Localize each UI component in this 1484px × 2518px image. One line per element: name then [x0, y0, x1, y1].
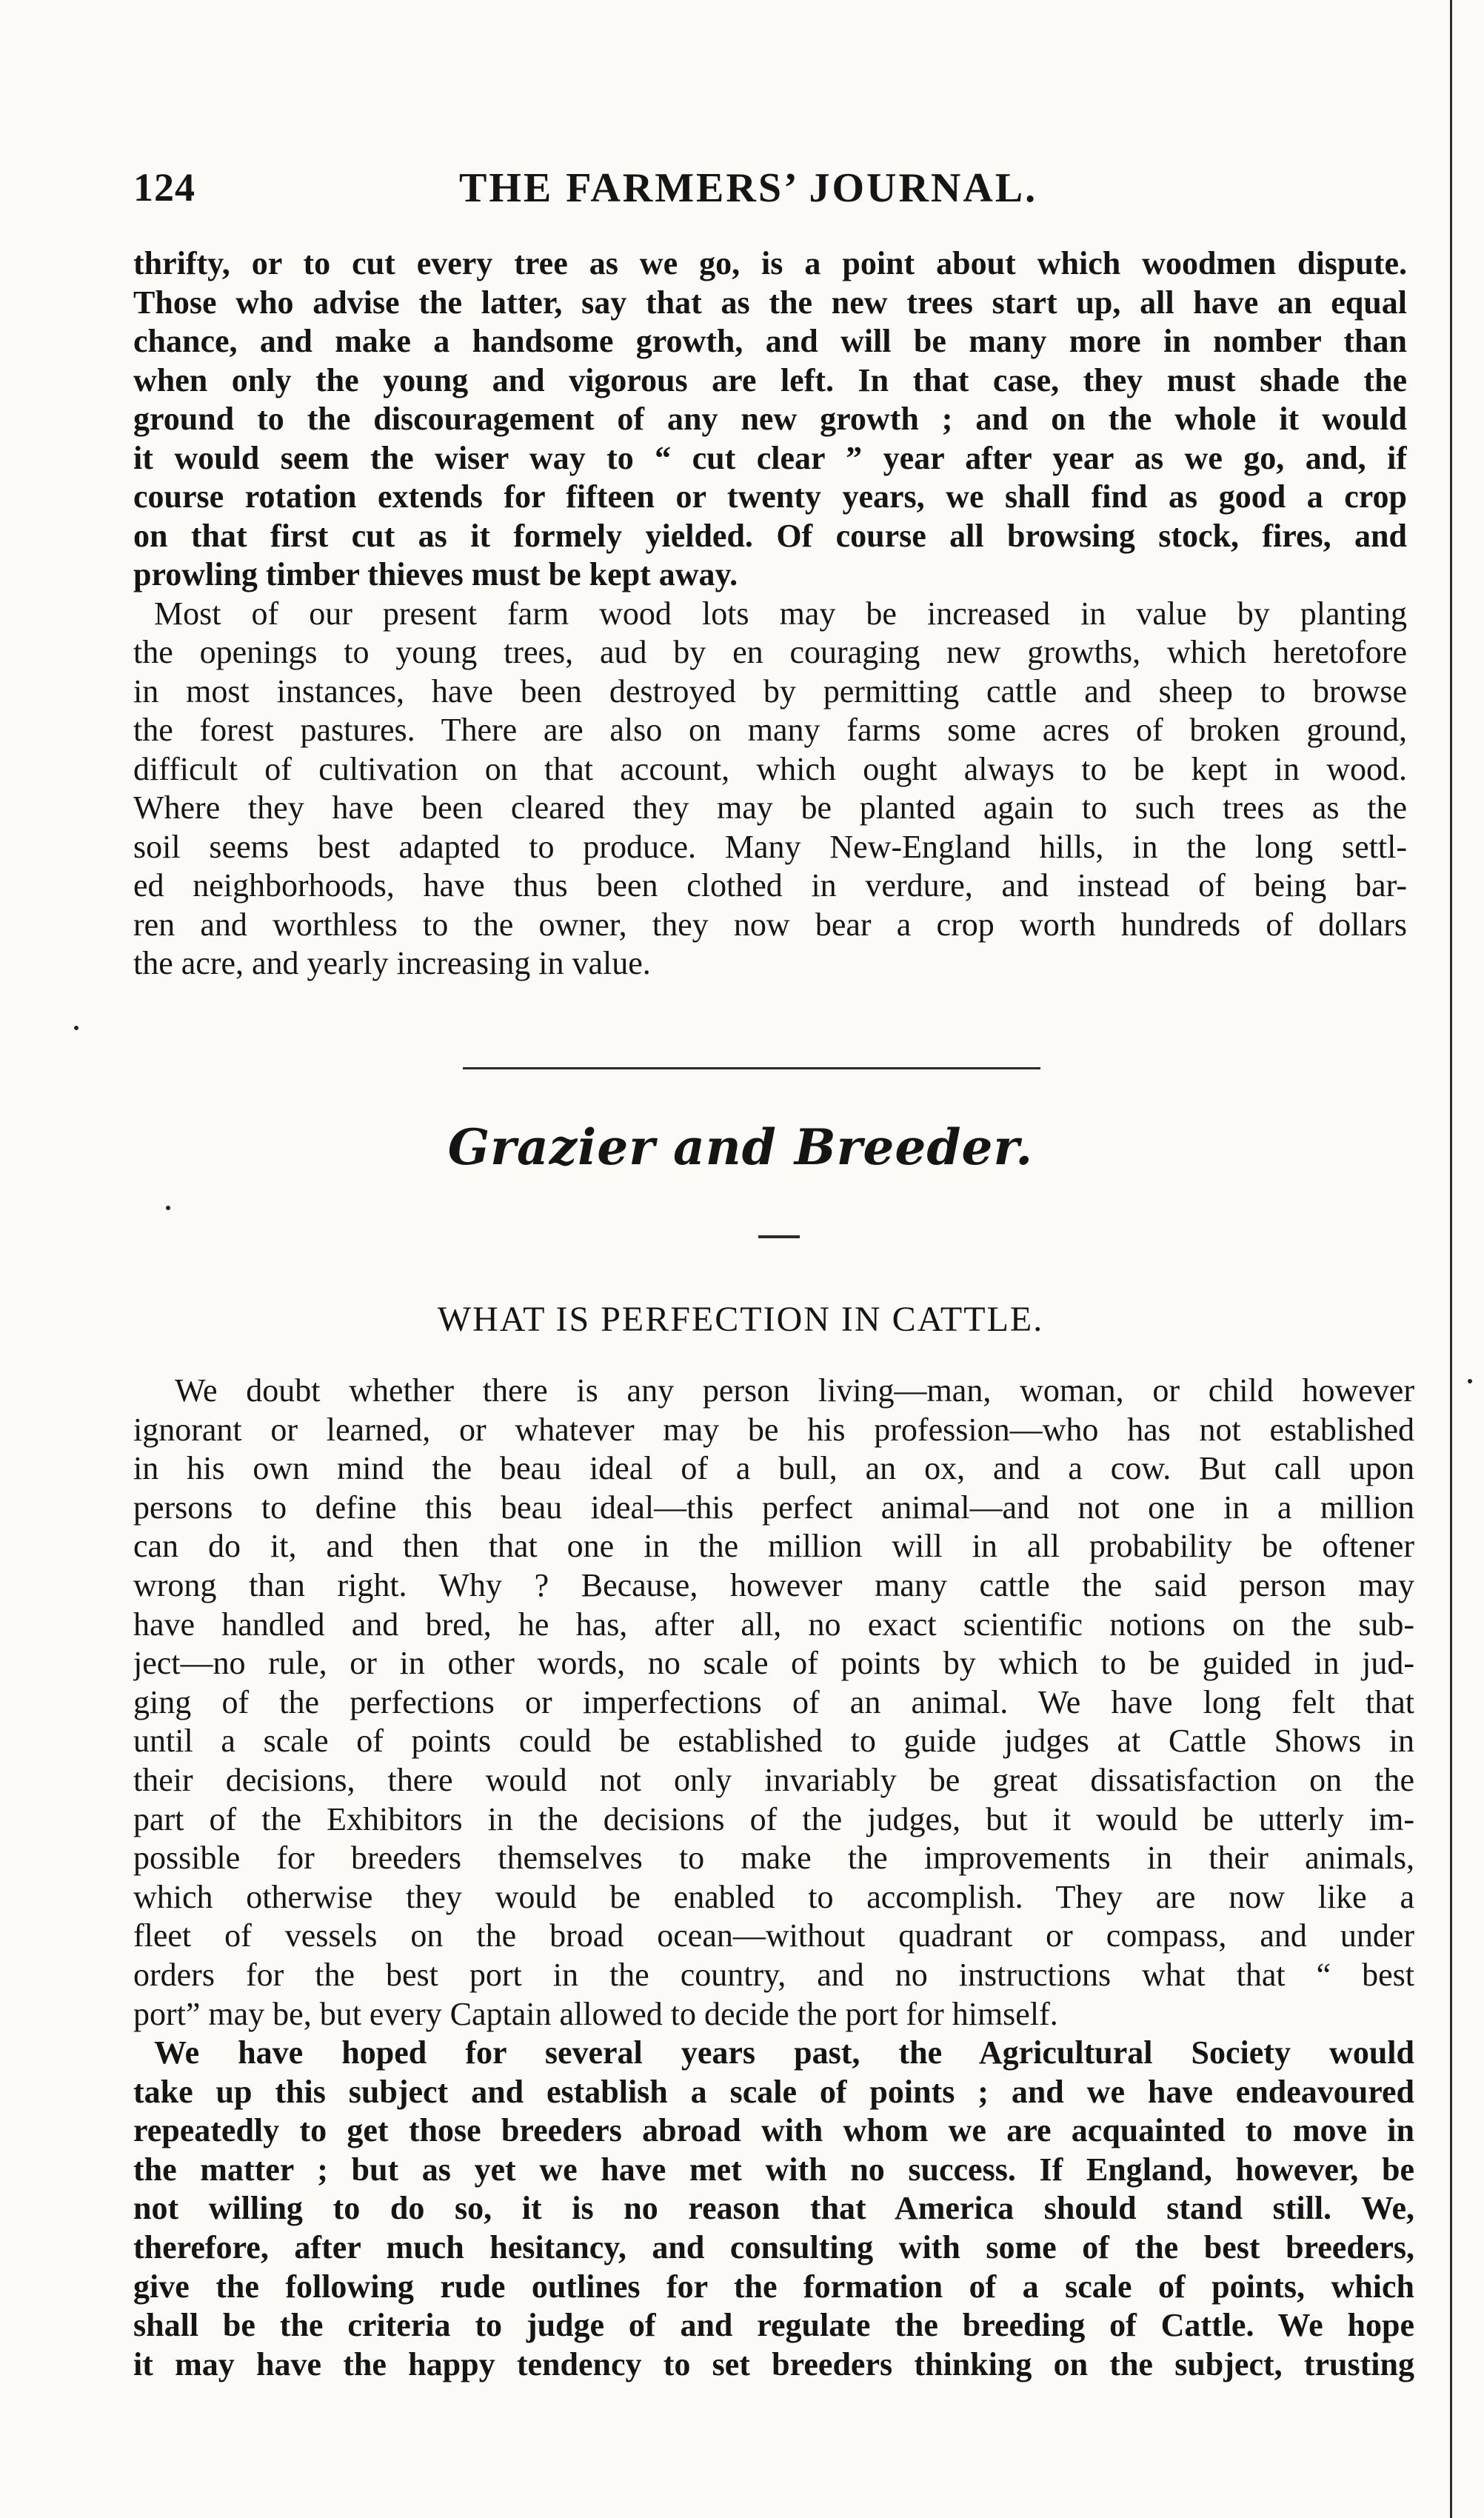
text-line: possible for breeders themselves to make the improvements in their animals,: [133, 1840, 1414, 1877]
text-line: ren and worthless to the owner, they now bear a crop worth hundreds of dollars: [133, 906, 1407, 943]
text-line: ignorant or learned, or whatever may be his profession—who has not established: [133, 1411, 1414, 1448]
text-line: ed neighborhoods, have thus been clothed in verdure, and instead of being bar-: [133, 867, 1407, 904]
text-line: the acre, and yearly increasing in value.: [133, 945, 651, 981]
text-line: not willing to do so, it is no reason that America should stand still. We,: [133, 2190, 1414, 2227]
text-line: Most of our present farm wood lots may be increased in value by planting: [154, 595, 1407, 632]
woodland-paragraph-2: [133, 595, 1407, 984]
text-line: in his own mind the beau ideal of a bull, an ox, and a cow. But call upon: [133, 1450, 1414, 1487]
page-number: 124: [133, 165, 195, 210]
text-line: part of the Exhibitors in the decisions of the judges, but it would be utterly im-: [133, 1800, 1414, 1837]
article-paragraph-2: [133, 2034, 1414, 2384]
text-line: We doubt whether there is any person living—man, woman, or child however: [175, 1372, 1414, 1409]
text-line: ject—no rule, or in other words, no scale of points by which to be guided in jud-: [133, 1645, 1414, 1682]
text-line: shall be the criteria to judge of and regulate the breeding of Cattle. We hope: [133, 2307, 1414, 2344]
running-head: [133, 164, 1422, 216]
ink-speck: [74, 1026, 78, 1030]
ink-speck: [1468, 1379, 1472, 1383]
text-line: the matter ; but as yet we have met with no success. If England, however, be: [133, 2151, 1414, 2188]
text-line: Those who advise the latter, say that as the new trees start up, all have an equal: [133, 284, 1407, 321]
text-line: fleet of vessels on the broad ocean—without quadrant or compass, and under: [133, 1917, 1414, 1954]
text-line: give the following rude outlines for the formation of a scale of points, which: [133, 2268, 1414, 2305]
article-text: [133, 1372, 1414, 2384]
text-line: course rotation extends for fifteen or twenty years, we shall find as good a crop: [133, 478, 1407, 515]
text-line: thrifty, or to cut every tree as we go, is a point about which woodmen dispute.: [133, 245, 1407, 281]
woodland-paragraph-1: [133, 244, 1407, 595]
text-line: prowling timber thieves must be kept away.: [133, 556, 738, 592]
text-line: have handled and bred, he has, after all, no exact scientific notions on the sub-: [133, 1606, 1414, 1643]
woodland-text: [133, 244, 1407, 984]
text-line: until a scale of points could be established to guide judges at Cattle Shows in: [133, 1723, 1414, 1760]
text-line: the openings to young trees, aud by en couraging new growths, which heretofore: [133, 634, 1407, 670]
text-line: difficult of cultivation on that account, which ought always to be kept in wood.: [133, 750, 1407, 787]
text-line: port” may be, but every Captain allowed to decide the port for himself.: [133, 1995, 1058, 2032]
text-line: their decisions, there would not only invariably be great dissatisfaction on the: [133, 1761, 1414, 1798]
text-line: ging of the perfections or imperfections of an animal. We have long felt that: [133, 1683, 1414, 1720]
text-line: it may have the happy tendency to set breeders thinking on the subject, trusting: [133, 2345, 1414, 2382]
text-line: Where they have been cleared they may be planted again to such trees as the: [133, 789, 1407, 826]
text-line: wrong than right. Why ? Because, however many cattle the said person may: [133, 1566, 1414, 1603]
text-line: persons to define this beau ideal—this perfect animal—and not one in a million: [133, 1489, 1414, 1526]
text-line: in most instances, have been destroyed by permitting cattle and sheep to browse: [133, 672, 1407, 709]
text-line: the forest pastures. There are also on many farms some acres of broken ground,: [133, 712, 1407, 748]
journal-title: THE FARMERS’ JOURNAL.: [459, 165, 1038, 211]
text-line: repeatedly to get those breeders abroad with whom we are acquainted to move in: [133, 2112, 1414, 2149]
text-line: orders for the best port in the country, and no instructions what that “ best: [133, 1956, 1414, 1993]
text-line: take up this subject and establish a scale of points ; and we have endeavoured: [133, 2073, 1414, 2110]
ink-speck: [166, 1206, 170, 1210]
text-line: therefore, after much hesitancy, and consulting with some of the best breeders,: [133, 2229, 1414, 2266]
text-line: on that first cut as it formely yielded. Of course all browsing stock, fires, and: [133, 517, 1407, 554]
heading-dash: [758, 1235, 800, 1238]
text-line: ground to the discouragement of any new growth ; and on the whole it would: [133, 401, 1407, 437]
text-line: chance, and make a handsome growth, and will be many more in nomber than: [133, 323, 1407, 359]
text-line: when only the young and vigorous are left. In that case, they must shade the: [133, 361, 1407, 398]
page-edge-rule: [1450, 0, 1452, 2518]
text-line: which otherwise they would be enabled to accomplish. They are now like a: [133, 1878, 1414, 1915]
section-divider: [463, 1067, 1040, 1069]
article-paragraph-1: [133, 1372, 1414, 2034]
text-line: We have hoped for several years past, the Agricultural Society would: [154, 2034, 1414, 2071]
text-line: soil seems best adapted to produce. Many New-England hills, in the long settl-: [133, 828, 1407, 865]
section-heading: Grazier and Breeder.: [447, 1118, 1034, 1176]
text-line: can do it, and then that one in the million will in all probability be oftener: [133, 1528, 1414, 1565]
article-title: WHAT IS PERFECTION IN CATTLE.: [437, 1300, 1044, 1339]
text-line: it would seem the wiser way to “ cut clear ” year after year as we go, and, if: [133, 439, 1407, 476]
